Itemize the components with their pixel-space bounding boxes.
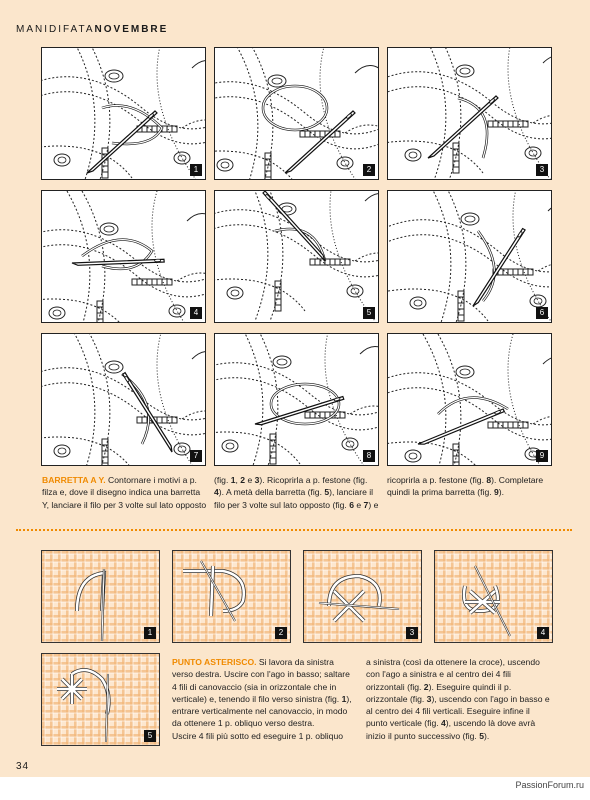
barretta-text-col3: ricoprirla a p. festone (fig. 8). Completare quindi la prima barretta (fig. 9). <box>387 475 544 498</box>
figure-number: 5 <box>144 730 156 742</box>
figure-panel-8 <box>214 333 379 466</box>
figure-number: 1 <box>190 164 202 176</box>
figure-number: 3 <box>406 627 418 639</box>
figure-number: 4 <box>537 627 549 639</box>
canvas-illustration <box>435 551 552 642</box>
figure-panel-2 <box>214 47 379 180</box>
canvas-figure-2 <box>172 550 291 643</box>
figure-number: 2 <box>363 164 375 176</box>
canvas-figure-4 <box>434 550 553 643</box>
barretta-text-col2: (fig. 1, 2 e 3). Ricoprirla a p. festone (fig. 4). A metà della barretta (fig. 5), lanciare il filo per 3 volte sul lato opposto (fig. 6 e 7) e <box>214 475 379 510</box>
lace-illustration <box>388 48 551 179</box>
figure-number: 5 <box>363 307 375 319</box>
figure-number: 3 <box>536 164 548 176</box>
canvas-illustration <box>42 551 159 642</box>
figure-number: 1 <box>144 627 156 639</box>
canvas-illustration <box>173 551 290 642</box>
canvas-illustration <box>304 551 421 642</box>
running-header <box>16 24 168 35</box>
section-divider <box>16 529 572 531</box>
lace-illustration <box>215 191 378 322</box>
figure-number: 2 <box>275 627 287 639</box>
figure-panel-3 <box>387 47 552 180</box>
header-month: NOVEMBRE <box>94 24 169 35</box>
figure-panel-4 <box>41 190 206 323</box>
figure-number: 6 <box>536 307 548 319</box>
figure-number: 4 <box>190 307 202 319</box>
section-title-asterisco: PUNTO ASTERISCO. <box>172 657 257 667</box>
barretta-text-col1: BARRETTA A Y. Contornare i motivi a p. filza e, dove il disegno indica una barretta Y, lanciare il filo per 3 volte sul lato opposto <box>42 475 207 510</box>
asterisco-text-col2: a sinistra (così da ottenere la croce), uscendo con l'ago a sinistra e al centro dei 4 fili orizzontali (fig. 2). Eseguire quindi il p. orizzontale (fig. 3), uscendo con l'ago in basso e al centro dei 4 fili verticali. Eseguire infine il punto verticale (fig. 4), uscendo là dove avrà inizio il punto successivo (fig. 5). <box>366 657 550 741</box>
canvas-figure-3 <box>303 550 422 643</box>
lace-illustration <box>42 334 205 465</box>
lace-illustration <box>42 191 205 322</box>
figure-panel-1 <box>41 47 206 180</box>
footer-band <box>0 777 590 800</box>
lace-illustration <box>42 48 205 179</box>
lace-illustration <box>215 334 378 465</box>
section-title-barretta: BARRETTA A Y. <box>42 475 106 485</box>
figure-panel-9 <box>387 333 552 466</box>
figure-panel-5 <box>214 190 379 323</box>
lace-illustration <box>215 48 378 179</box>
canvas-figure-1 <box>41 550 160 643</box>
asterisco-text-col1: PUNTO ASTERISCO. Si lavora da sinistra verso destra. Uscire con l'ago in basso; saltare 4 fili di canovaccio (sia in orizzontale che in verticale) e, tenendo il filo verso sinistra (fig. 1), entrare verticalmente nel canovaccio, in modo da ottenere 1 p. obliquo verso destra. Uscire 4 fili più sotto ed eseguire 1 p. obliquo <box>172 657 352 741</box>
figure-panel-7 <box>41 333 206 466</box>
figure-number: 7 <box>190 450 202 462</box>
figure-number: 9 <box>536 450 548 462</box>
lace-illustration <box>388 334 551 465</box>
canvas-illustration <box>42 654 159 745</box>
canvas-figure-5 <box>41 653 160 746</box>
figure-panel-6 <box>387 190 552 323</box>
watermark: PassionForum.ru <box>515 780 584 790</box>
figure-number: 8 <box>363 450 375 462</box>
header-magazine: MANIDIFATA <box>16 24 95 35</box>
lace-illustration <box>388 191 551 322</box>
page-number: 34 <box>16 761 30 772</box>
